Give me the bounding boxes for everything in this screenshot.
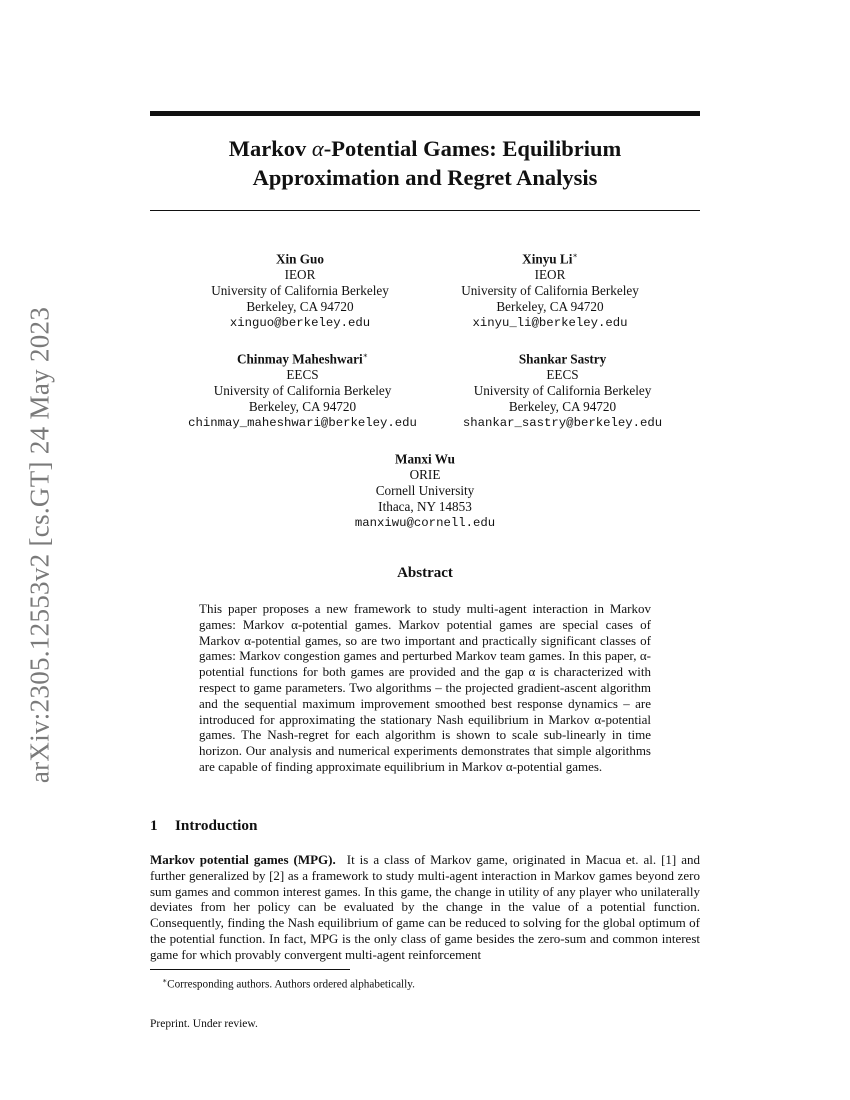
author-address: Berkeley, CA 94720 xyxy=(508,399,617,415)
author-email: xinyu_li@berkeley.edu xyxy=(472,316,628,331)
arxiv-identifier: arXiv:2305.12553v2 [cs.GT] 24 May 2023 xyxy=(24,306,55,784)
author-name: Shankar Sastry xyxy=(518,351,607,367)
author-dept: EECS xyxy=(286,367,319,383)
title-alpha-symbol: α xyxy=(311,136,324,161)
paragraph-text: It is a class of Markov game, originated in Macua et. al. [1] and further generalized by [2] as a framework to study multi-agent interaction in Markov games beyond zero sum games and common interest games. In this game, the change in utility of any player who unilaterally deviates from her policy can be evaluated by the change in the value of a potential function. Consequently, finding the Nash equilibrium of game can be reduced to solving for the global optimum of the potential function. In fact, MPG is the only class of game besides the zero-sum and common interest game for which provably convergent multi-agent reinforcement xyxy=(150,852,701,962)
author-address: Berkeley, CA 94720 xyxy=(248,399,357,415)
author-email: manxiwu@cornell.edu xyxy=(354,516,496,531)
author-affiliation: University of California Berkeley xyxy=(461,283,639,299)
author-affiliation: Cornell University xyxy=(375,483,475,499)
author-name: Xinyu Li∗ xyxy=(522,251,578,267)
author-block xyxy=(445,348,680,431)
author-block xyxy=(440,248,660,331)
footnote-rule xyxy=(150,969,350,970)
title-line-1 xyxy=(150,134,700,163)
abstract-heading: Abstract xyxy=(397,565,453,581)
abstract-text: This paper proposes a new framework to study multi-agent interaction in Markov games: Markov α-potential games. Markov potential games are special cases of Markov α-potential games, so are two important and practically significant classes of games: Markov congestion games and perturbed Markov team games. In this paper, α-potential functions for both games are provided and the gap α is characterized with respect to game parameters. Two algorithms – the projected gradient-ascent algorithm and the sequential maximum improvement smoothed best response dynamics – are introduced for approximating the stationary Nash equilibrium in Markov α-potential games. The Nash-regret for each algorithm is shown to scale sub-linearly in time horizon. Our analysis and numerical experiments demonstrates that simple algorithms are capable of finding approximate equilibrium in Markov α-potential games. xyxy=(199,601,651,774)
paragraph-lead: Markov potential games (MPG). xyxy=(150,852,336,867)
author-address: Berkeley, CA 94720 xyxy=(246,299,354,315)
author-email: shankar_sastry@berkeley.edu xyxy=(462,416,663,431)
author-email: chinmay_maheshwari@berkeley.edu xyxy=(188,416,417,431)
footnote xyxy=(162,974,692,992)
author-dept: ORIE xyxy=(409,467,441,483)
author-address: Berkeley, CA 94720 xyxy=(496,299,604,315)
title-text-pre: Markov xyxy=(228,136,312,161)
author-dept: IEOR xyxy=(534,267,566,283)
footnote-mark: ∗ xyxy=(162,976,168,985)
intro-paragraph xyxy=(150,852,700,963)
section-title: Introduction xyxy=(175,817,258,834)
paper-title xyxy=(150,134,700,192)
author-block xyxy=(190,248,410,331)
title-line-2: Approximation and Regret Analysis xyxy=(252,165,598,190)
title-bottom-rule xyxy=(150,210,700,211)
author-name: Manxi Wu xyxy=(395,451,455,467)
author-dept: IEOR xyxy=(284,267,316,283)
author-dept: EECS xyxy=(546,367,579,383)
author-affiliation: University of California Berkeley xyxy=(473,383,652,399)
preprint-notice: Preprint. Under review. xyxy=(150,1018,258,1030)
author-affiliation: University of California Berkeley xyxy=(213,383,392,399)
author-name: Chinmay Maheshwari∗ xyxy=(236,351,369,367)
title-top-rule xyxy=(150,111,700,116)
title-text-post: -Potential Games: Equilibrium xyxy=(323,136,622,161)
author-name: Xin Guo xyxy=(275,251,324,267)
author-email: xinguo@berkeley.edu xyxy=(229,316,371,331)
author-affiliation: University of California Berkeley xyxy=(211,283,389,299)
author-block xyxy=(180,348,425,431)
author-address: Ithaca, NY 14853 xyxy=(378,499,472,515)
section-heading xyxy=(150,817,700,835)
section-number: 1 xyxy=(150,817,158,834)
footnote-text: Corresponding authors. Authors ordered alphabetically. xyxy=(167,978,415,991)
author-block xyxy=(305,448,545,531)
